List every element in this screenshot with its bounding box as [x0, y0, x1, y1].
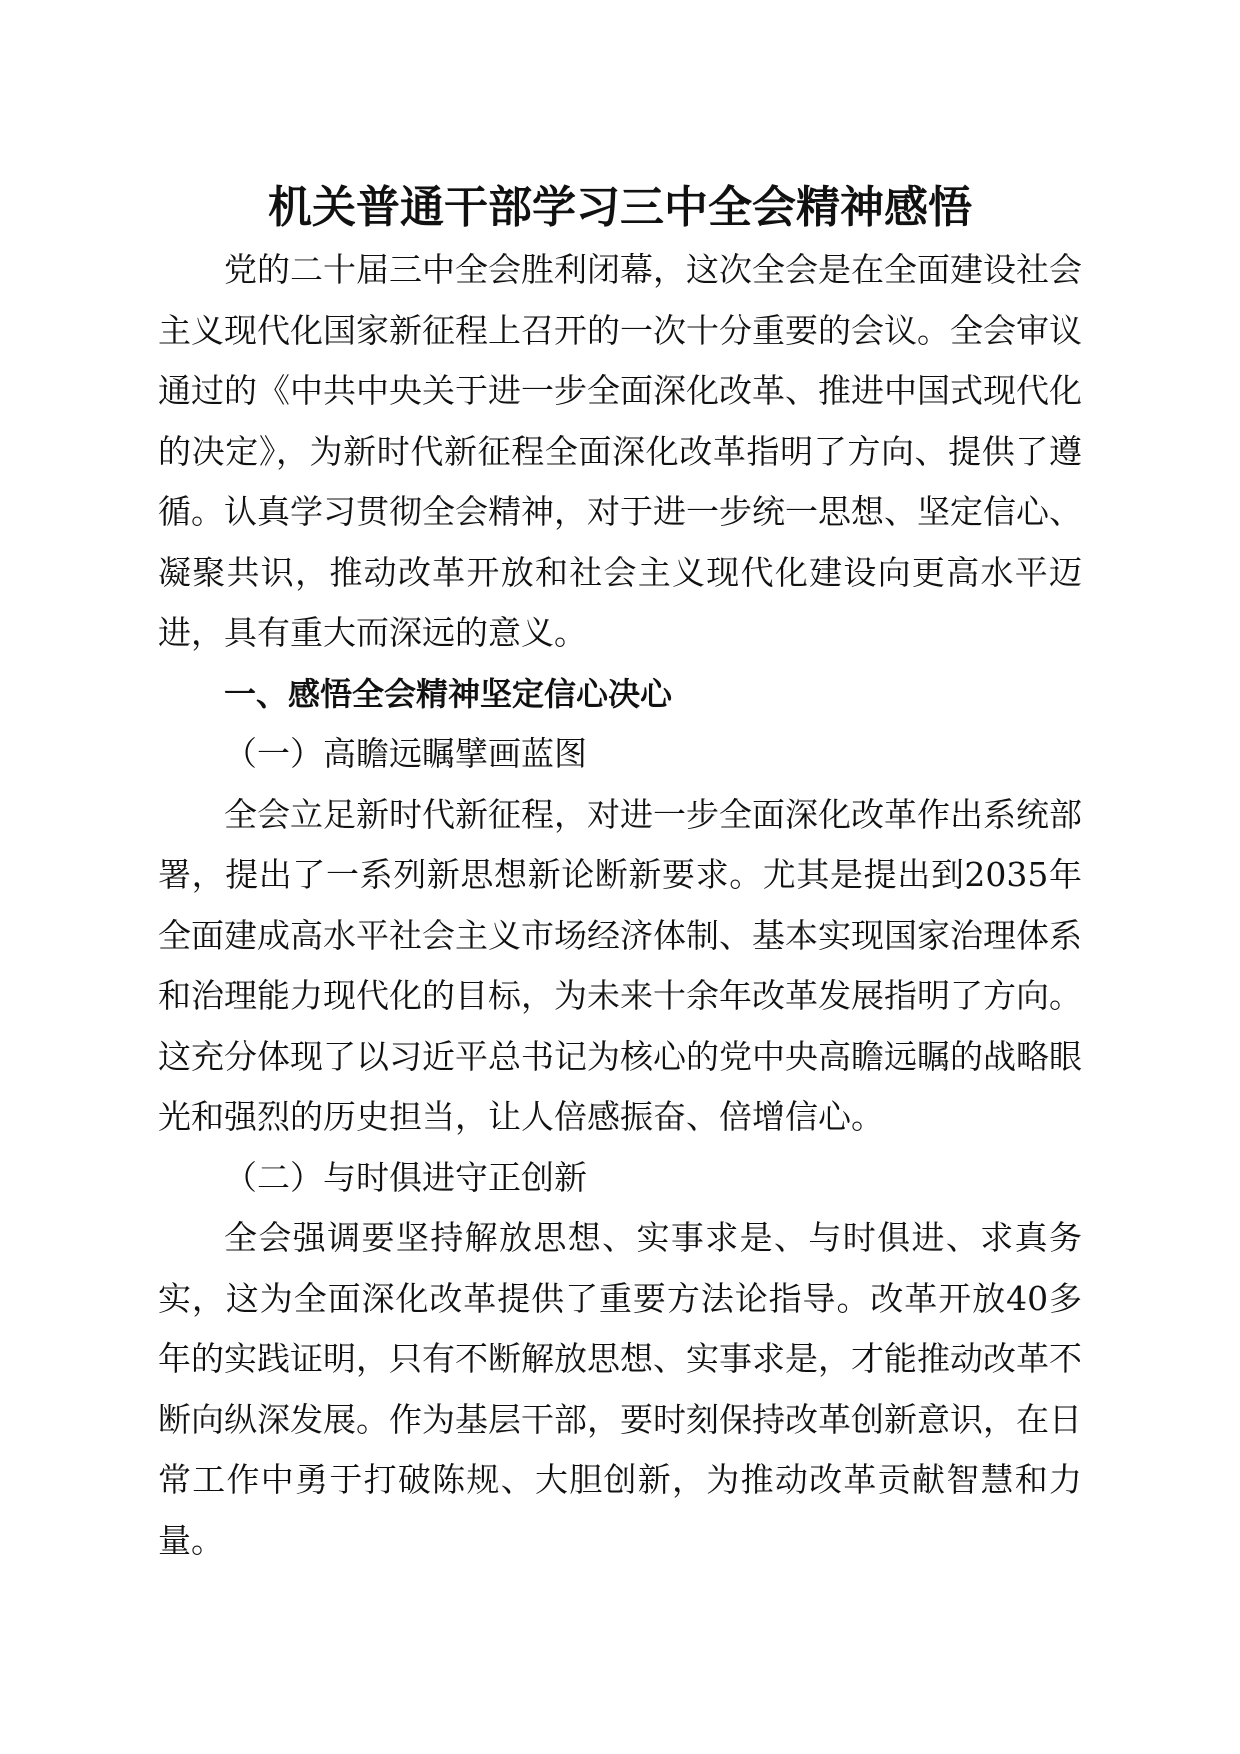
subsection-heading-1: （一）高瞻远瞩擘画蓝图 — [224, 734, 587, 773]
document-body — [158, 240, 1082, 1571]
subsection-heading-2: （二）与时俱进守正创新 — [224, 1157, 587, 1197]
subsection-1-paragraph: 全会立足新时代新征程，对进一步全面深化改革作出系统部署，提出了一系列新思想新论断新要求。尤其是提出到2035年全面建成高水平社会主义市场经济体制、基本实现国家治理体系和治理能力现代化的目标，为未来十余年改革发展指明了方向。这充分体现了以习近平总书记为核心的党中央高瞻远瞩的战略眼光和强烈的历史担当，让人倍感振奋、倍增信心。 — [158, 794, 1082, 1136]
section-heading-1: 一、感悟全会精神坚定信心决心 — [224, 674, 673, 713]
subsection-2-paragraph: 全会强调要坚持解放思想、实事求是、与时俱进、求真务实，这为全面深化改革提供了重要方法论指导。改革开放40多年的实践证明，只有不断解放思想、实事求是，才能推动改革不断向纵深发展。作为基层干部，要时刻保持改革创新意识，在日常工作中勇于打破陈规、大胆创新，为推动改革贡献智慧和力量。 — [158, 1218, 1082, 1560]
document-title: 机关普通干部学习三中全会精神感悟 — [268, 182, 972, 233]
intro-paragraph: 党的二十届三中全会胜利闭幕，这次全会是在全面建设社会主义现代化国家新征程上召开的一次十分重要的会议。全会审议通过的《中共中央关于进一步全面深化改革、推进中国式现代化的决定》，为新时代新征程全面深化改革指明了方向、提供了遵循。认真学习贯彻全会精神，对于进一步统一思想、坚定信心、凝聚共识，推动改革开放和社会主义现代化建设向更高水平迈进，具有重大而深远的意义。 — [158, 250, 1082, 652]
